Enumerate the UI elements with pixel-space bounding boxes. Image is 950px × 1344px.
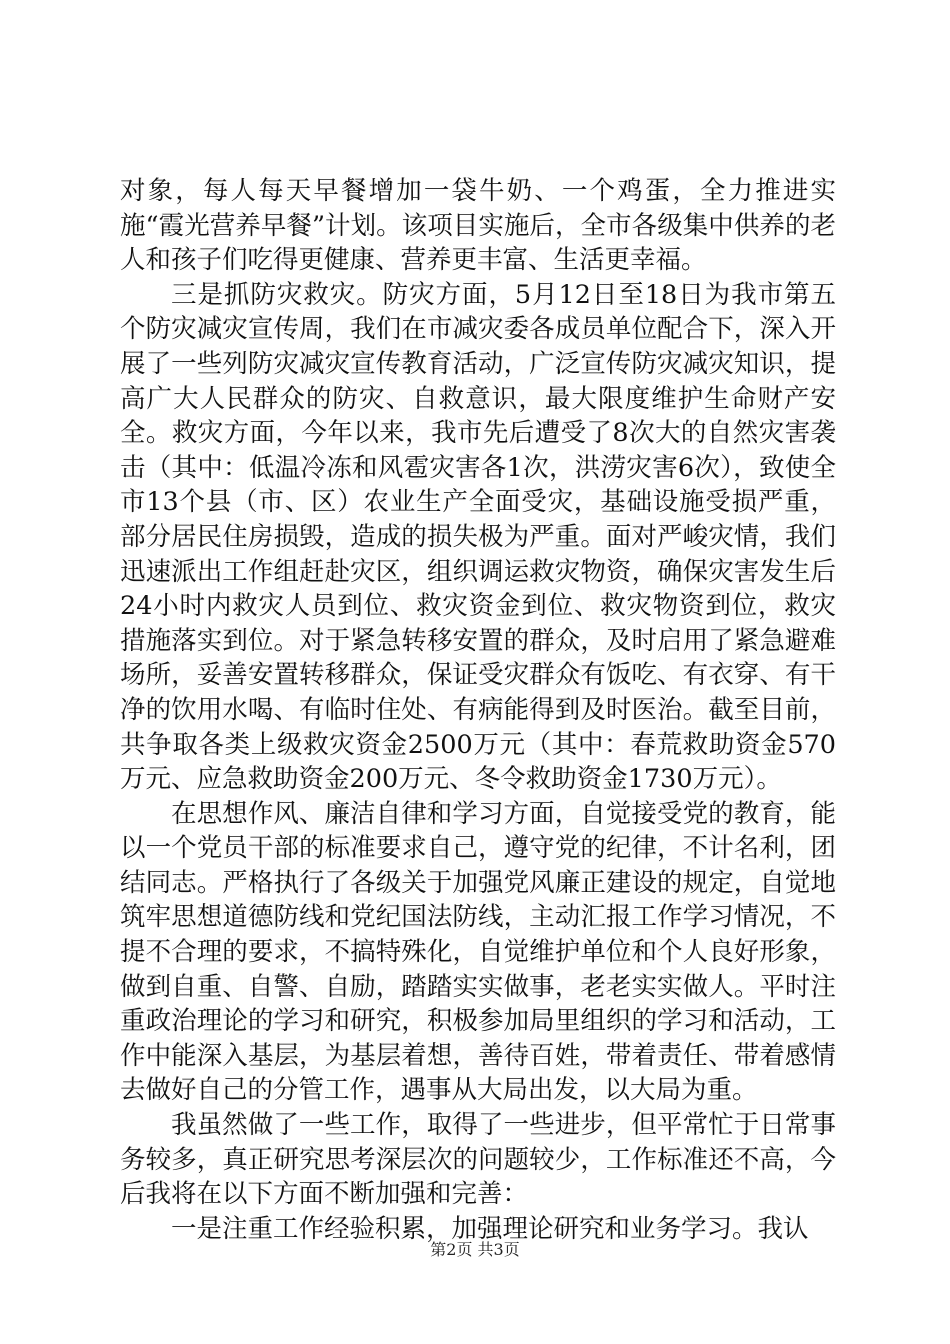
paragraph-3: 在思想作风、廉洁自律和学习方面，自觉接受党的教育，能以一个党员干部的标准要求自己，遵守党的纪律，不计名利，团结同志。严格执行了各级关于加强党风廉正建设的规定，自觉地筑牢思想道德防线和党纪国法防线，主动汇报工作学习情况，不提不合理的要求，不搞特殊化，自觉维护单位和个人良好形象，做到自重、自警、自励，踏踏实实做事，老老实实做人。平时注重政治理论的学习和研究，积极参加局里组织的学习和活动，工作中能深入基层，为基层着想，善待百姓，带着责任、带着感情去做好自己的分管工作，遇事从大局出发，以大局为重。 [120,798,836,1106]
paragraph-2: 三是抓防灾救灾。防灾方面，5月12日至18日为我市第五个防灾减灾宣传周，我们在市减灾委各成员单位配合下，深入开展了一些列防灾减灾宣传教育活动，广泛宣传防灾减灾知识，提高广大人民群众的防灾、自救意识，最大限度维护生命财产安全。救灾方面，今年以来，我市先后遭受了8次大的自然灾害袭击（其中：低温冷冻和风雹灾害各1次，洪涝灾害6次），致使全市13个县（市、区）农业生产全面受灾，基础设施受损严重，部分居民住房损毁，造成的损失极为严重。面对严峻灾情，我们迅速派出工作组赶赴灾区，组织调运救灾物资，确保灾害发生后24小时内救灾人员到位、救灾资金到位、救灾物资到位，救灾措施落实到位。对于紧急转移安置的群众，及时启用了紧急避难场所，妥善安置转移群众，保证受灾群众有饭吃、有衣穿、有干净的饮用水喝、有临时住处、有病能得到及时医治。截至目前，共争取各类上级救灾资金2500万元（其中：春荒救助资金570万元、应急救助资金200万元、冬令救助资金1730万元）。 [120,279,836,795]
paragraph-4: 我虽然做了一些工作，取得了一些进步，但平常忙于日常事务较多，真正研究思考深层次的问题较少，工作标准还不高，今后我将在以下方面不断加强和完善： [120,1110,836,1210]
paragraph-5: 一是注重工作经验积累，加强理论研究和业务学习。我认 [171,1213,809,1244]
document-body [120,174,836,1246]
page-footer: 第2页 共3页 [430,1240,520,1259]
paragraph-1: 对象，每人每天早餐增加一袋牛奶、一个鸡蛋，全力推进实施“霞光营养早餐”计划。该项目实施后，全市各级集中供养的老人和孩子们吃得更健康、营养更丰富、生活更幸福。 [120,176,836,276]
